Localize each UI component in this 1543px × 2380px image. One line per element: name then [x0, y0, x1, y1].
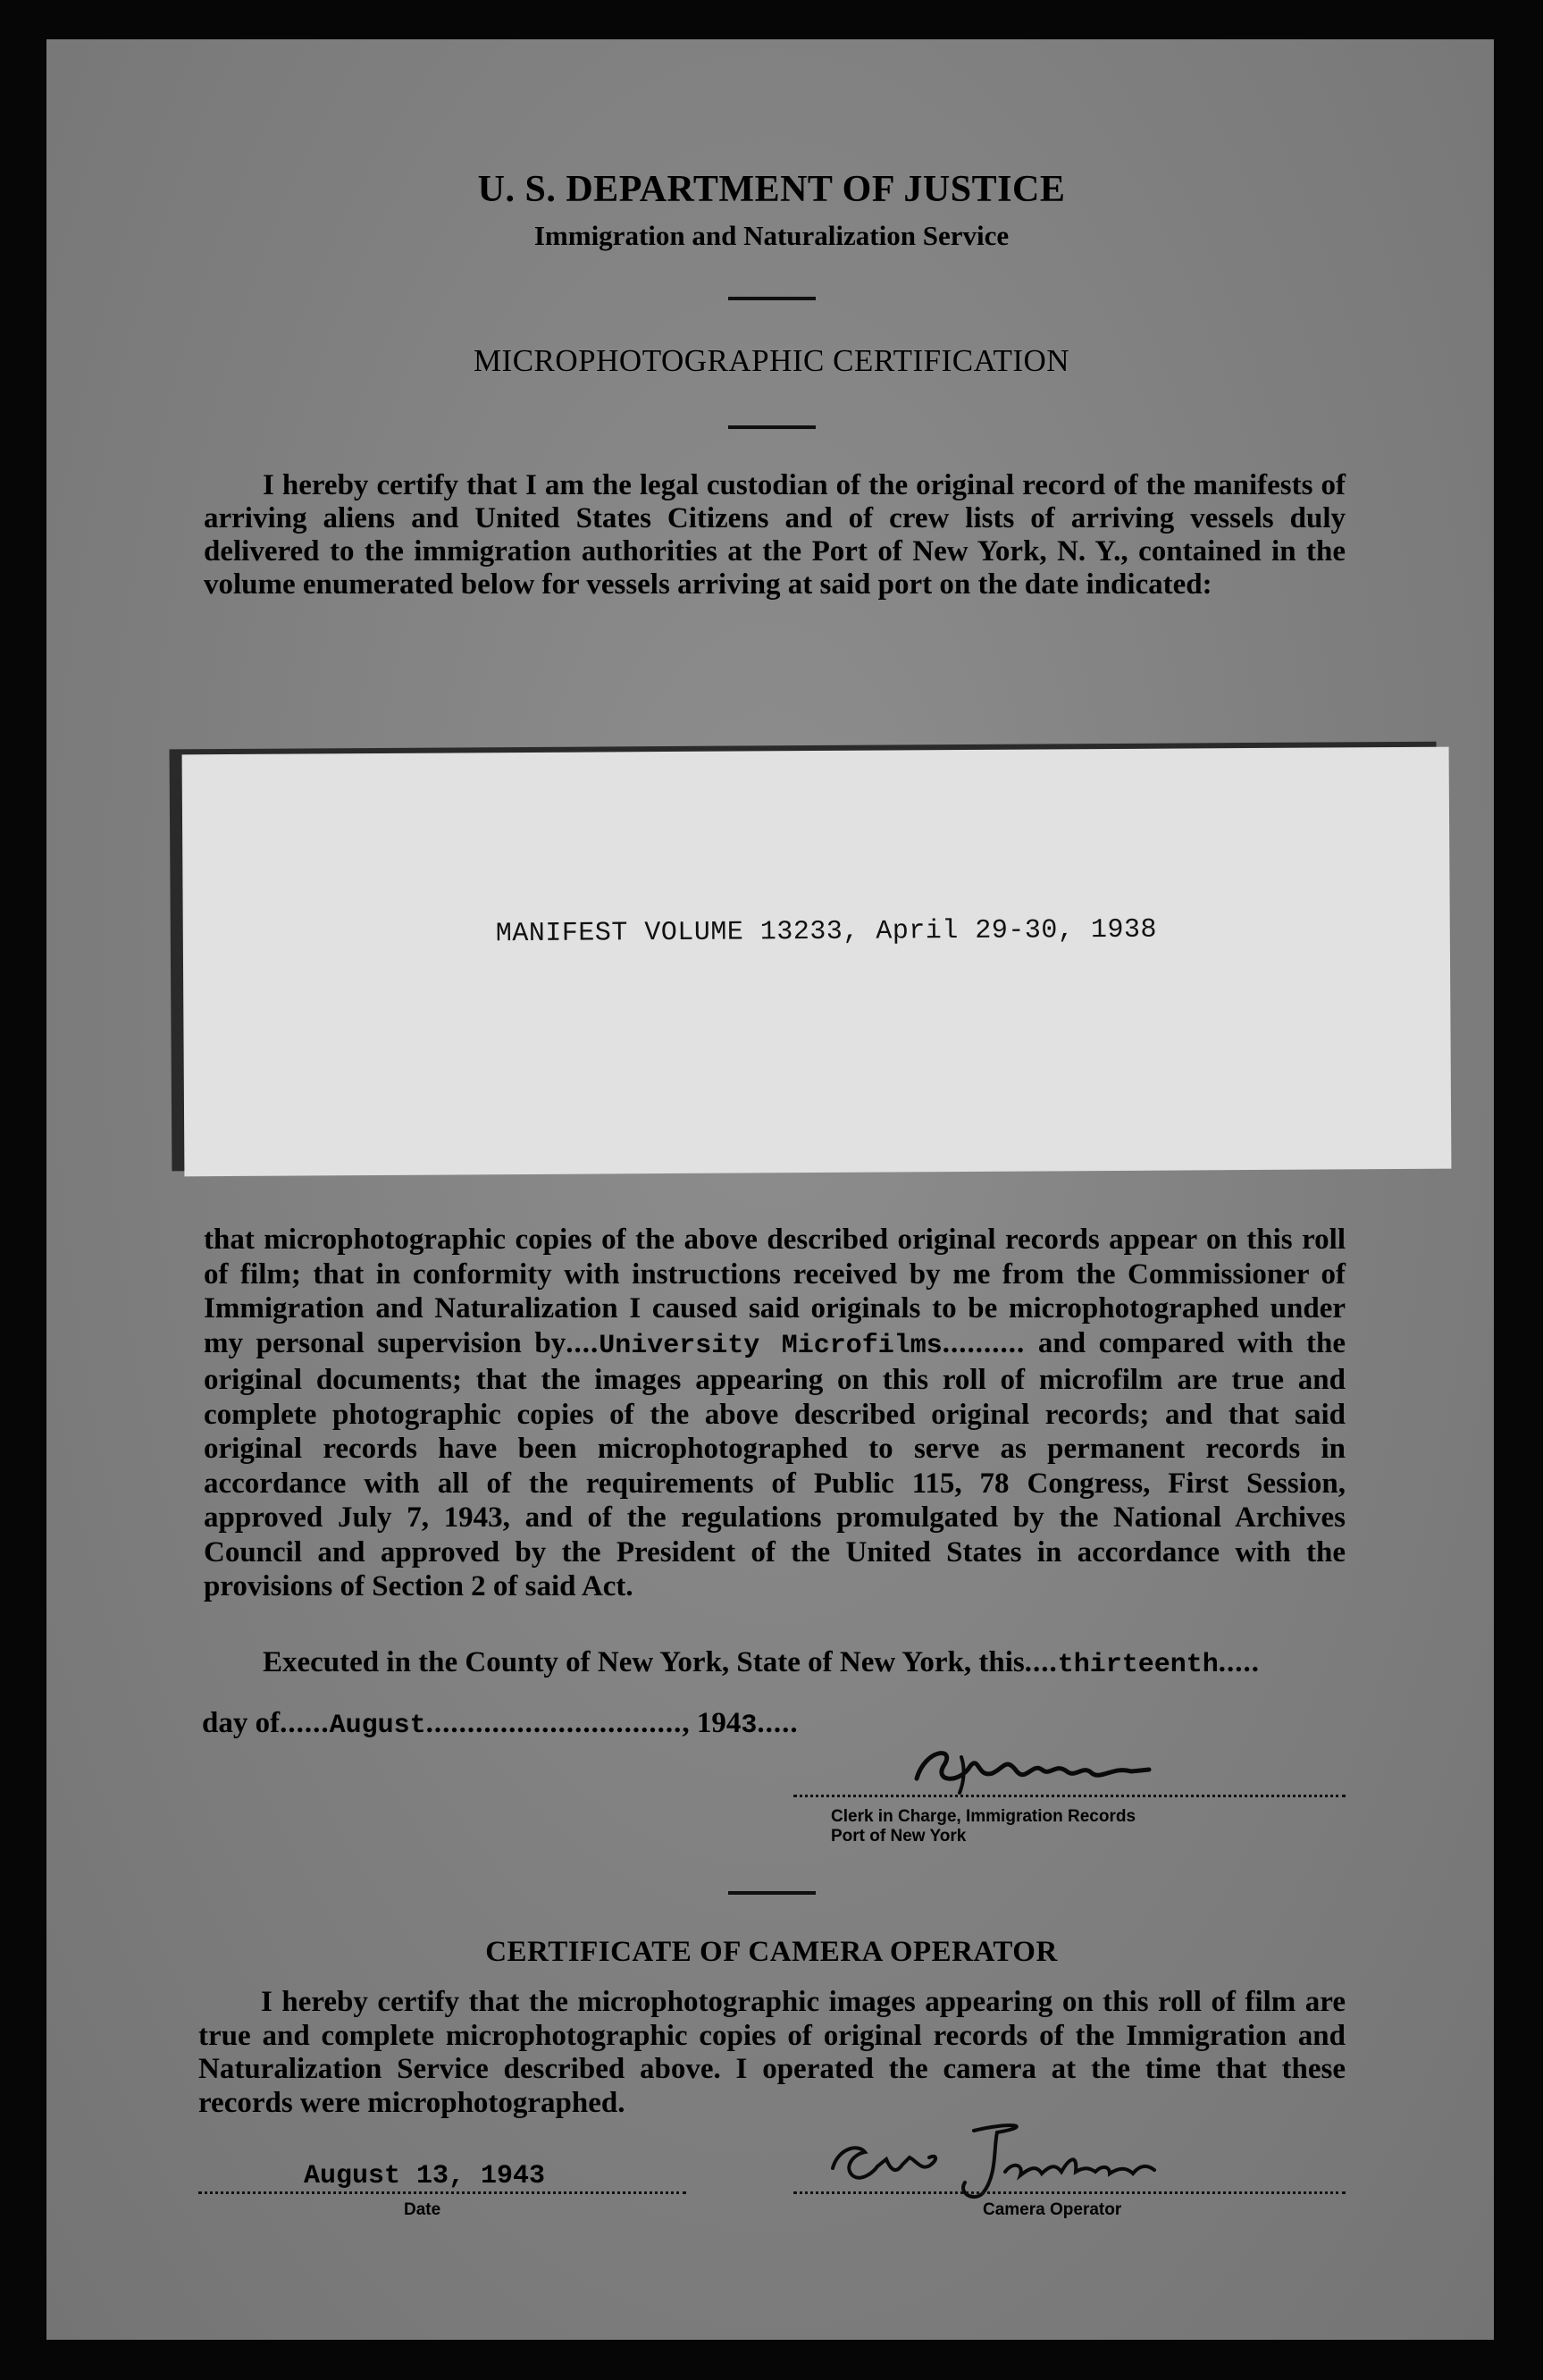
dotted-leader: ..........: [942, 1326, 1026, 1359]
date-label: Date: [404, 2200, 441, 2219]
certification-title: MICROPHOTOGRAPHIC CERTIFICATION: [473, 343, 1070, 378]
manifest-volume-label: MANIFEST VOLUME 13233, April 29-30, 1938: [495, 914, 1158, 950]
operator-date-value: August 13, 1943: [304, 2161, 546, 2191]
dotted-leader: ....: [566, 1326, 600, 1359]
day-of-label: day of: [202, 1707, 281, 1739]
execution-line: [263, 1646, 1260, 1680]
manifest-slip: [182, 747, 1452, 1177]
execution-day: thirteenth: [1057, 1650, 1219, 1680]
divider: [728, 297, 816, 300]
divider: [728, 425, 816, 429]
dotted-leader: ...............................: [425, 1707, 683, 1739]
body-text-part1: that microphotographic copies of the above described original records appear on this roll of film; that in conformity with instructions received by me from the Commissioner of Immigration and Naturalization I caused said originals to be microphotographed under my personal supervision by: [204, 1224, 1346, 1359]
service-subheading: Immigration and Naturalization Service: [533, 220, 1010, 251]
camera-operator-heading: CERTIFICATE OF CAMERA OPERATOR: [485, 1936, 1058, 1968]
dotted-leader: ....: [1024, 1646, 1058, 1678]
clerk-title-line1: Clerk in Charge, Immigration Records: [831, 1807, 1136, 1826]
execution-date-line: [202, 1707, 799, 1741]
camera-operator-label: Camera Operator: [983, 2200, 1122, 2219]
camera-operator-paragraph: [198, 1986, 1346, 2120]
clerk-title-line2: Port of New York: [831, 1827, 967, 1846]
dotted-leader: .....: [757, 1707, 799, 1739]
intro-paragraph: I hereby certify that I am the legal custodian of the original record of the manifests of arriving aliens and United States Citizens and of crew lists of arriving vessels duly delivered to the immigration authorities at the Port of New York, N. Y., contained in the volume enumerated below for vessels arriving at said port on the date indicated:: [204, 469, 1346, 601]
certification-body: [204, 1223, 1346, 1604]
year-prefix: , 194: [682, 1707, 742, 1739]
year-digit: 3: [741, 1711, 758, 1741]
department-heading: U. S. DEPARTMENT OF JUSTICE: [477, 169, 1066, 210]
divider: [728, 1891, 816, 1895]
filmed-by-value: University Microfilms: [599, 1330, 943, 1361]
dotted-leader: ......: [280, 1707, 330, 1739]
date-line: [198, 2191, 686, 2194]
body-text-part2: and compared with the original documents; that the images appearing on this roll of microfilm are true and complete photographic copies of the above described original records; and that said original records have been microphotographed to serve as permanent records in accordance with all of the requirements of Public 115, 78 Congress, First Session, approved July 7, 1943, and of the regulations promulgated by the National Archives Council and approved by the President of the United States in accordance with the provisions of Section 2 of said Act.: [204, 1326, 1346, 1602]
execution-prefix: Executed in the County of New York, State of New York, this: [263, 1646, 1025, 1678]
camera-operator-signature: [822, 2113, 1197, 2202]
clerk-title: [831, 1807, 1136, 1846]
camera-operator-text: I hereby certify that the microphotographic images appearing on this roll of film are true and complete microphotographic copies of original records of the Immigration and Naturalization Service described above. I operated the camera at the time that these records were microphotographed.: [198, 1986, 1346, 2119]
camera-operator-signature-line: [793, 2191, 1346, 2194]
dotted-leader: .....: [1218, 1646, 1261, 1678]
clerk-signature: [908, 1739, 1158, 1802]
execution-month: August: [329, 1711, 426, 1741]
clerk-signature-line: [793, 1795, 1346, 1797]
